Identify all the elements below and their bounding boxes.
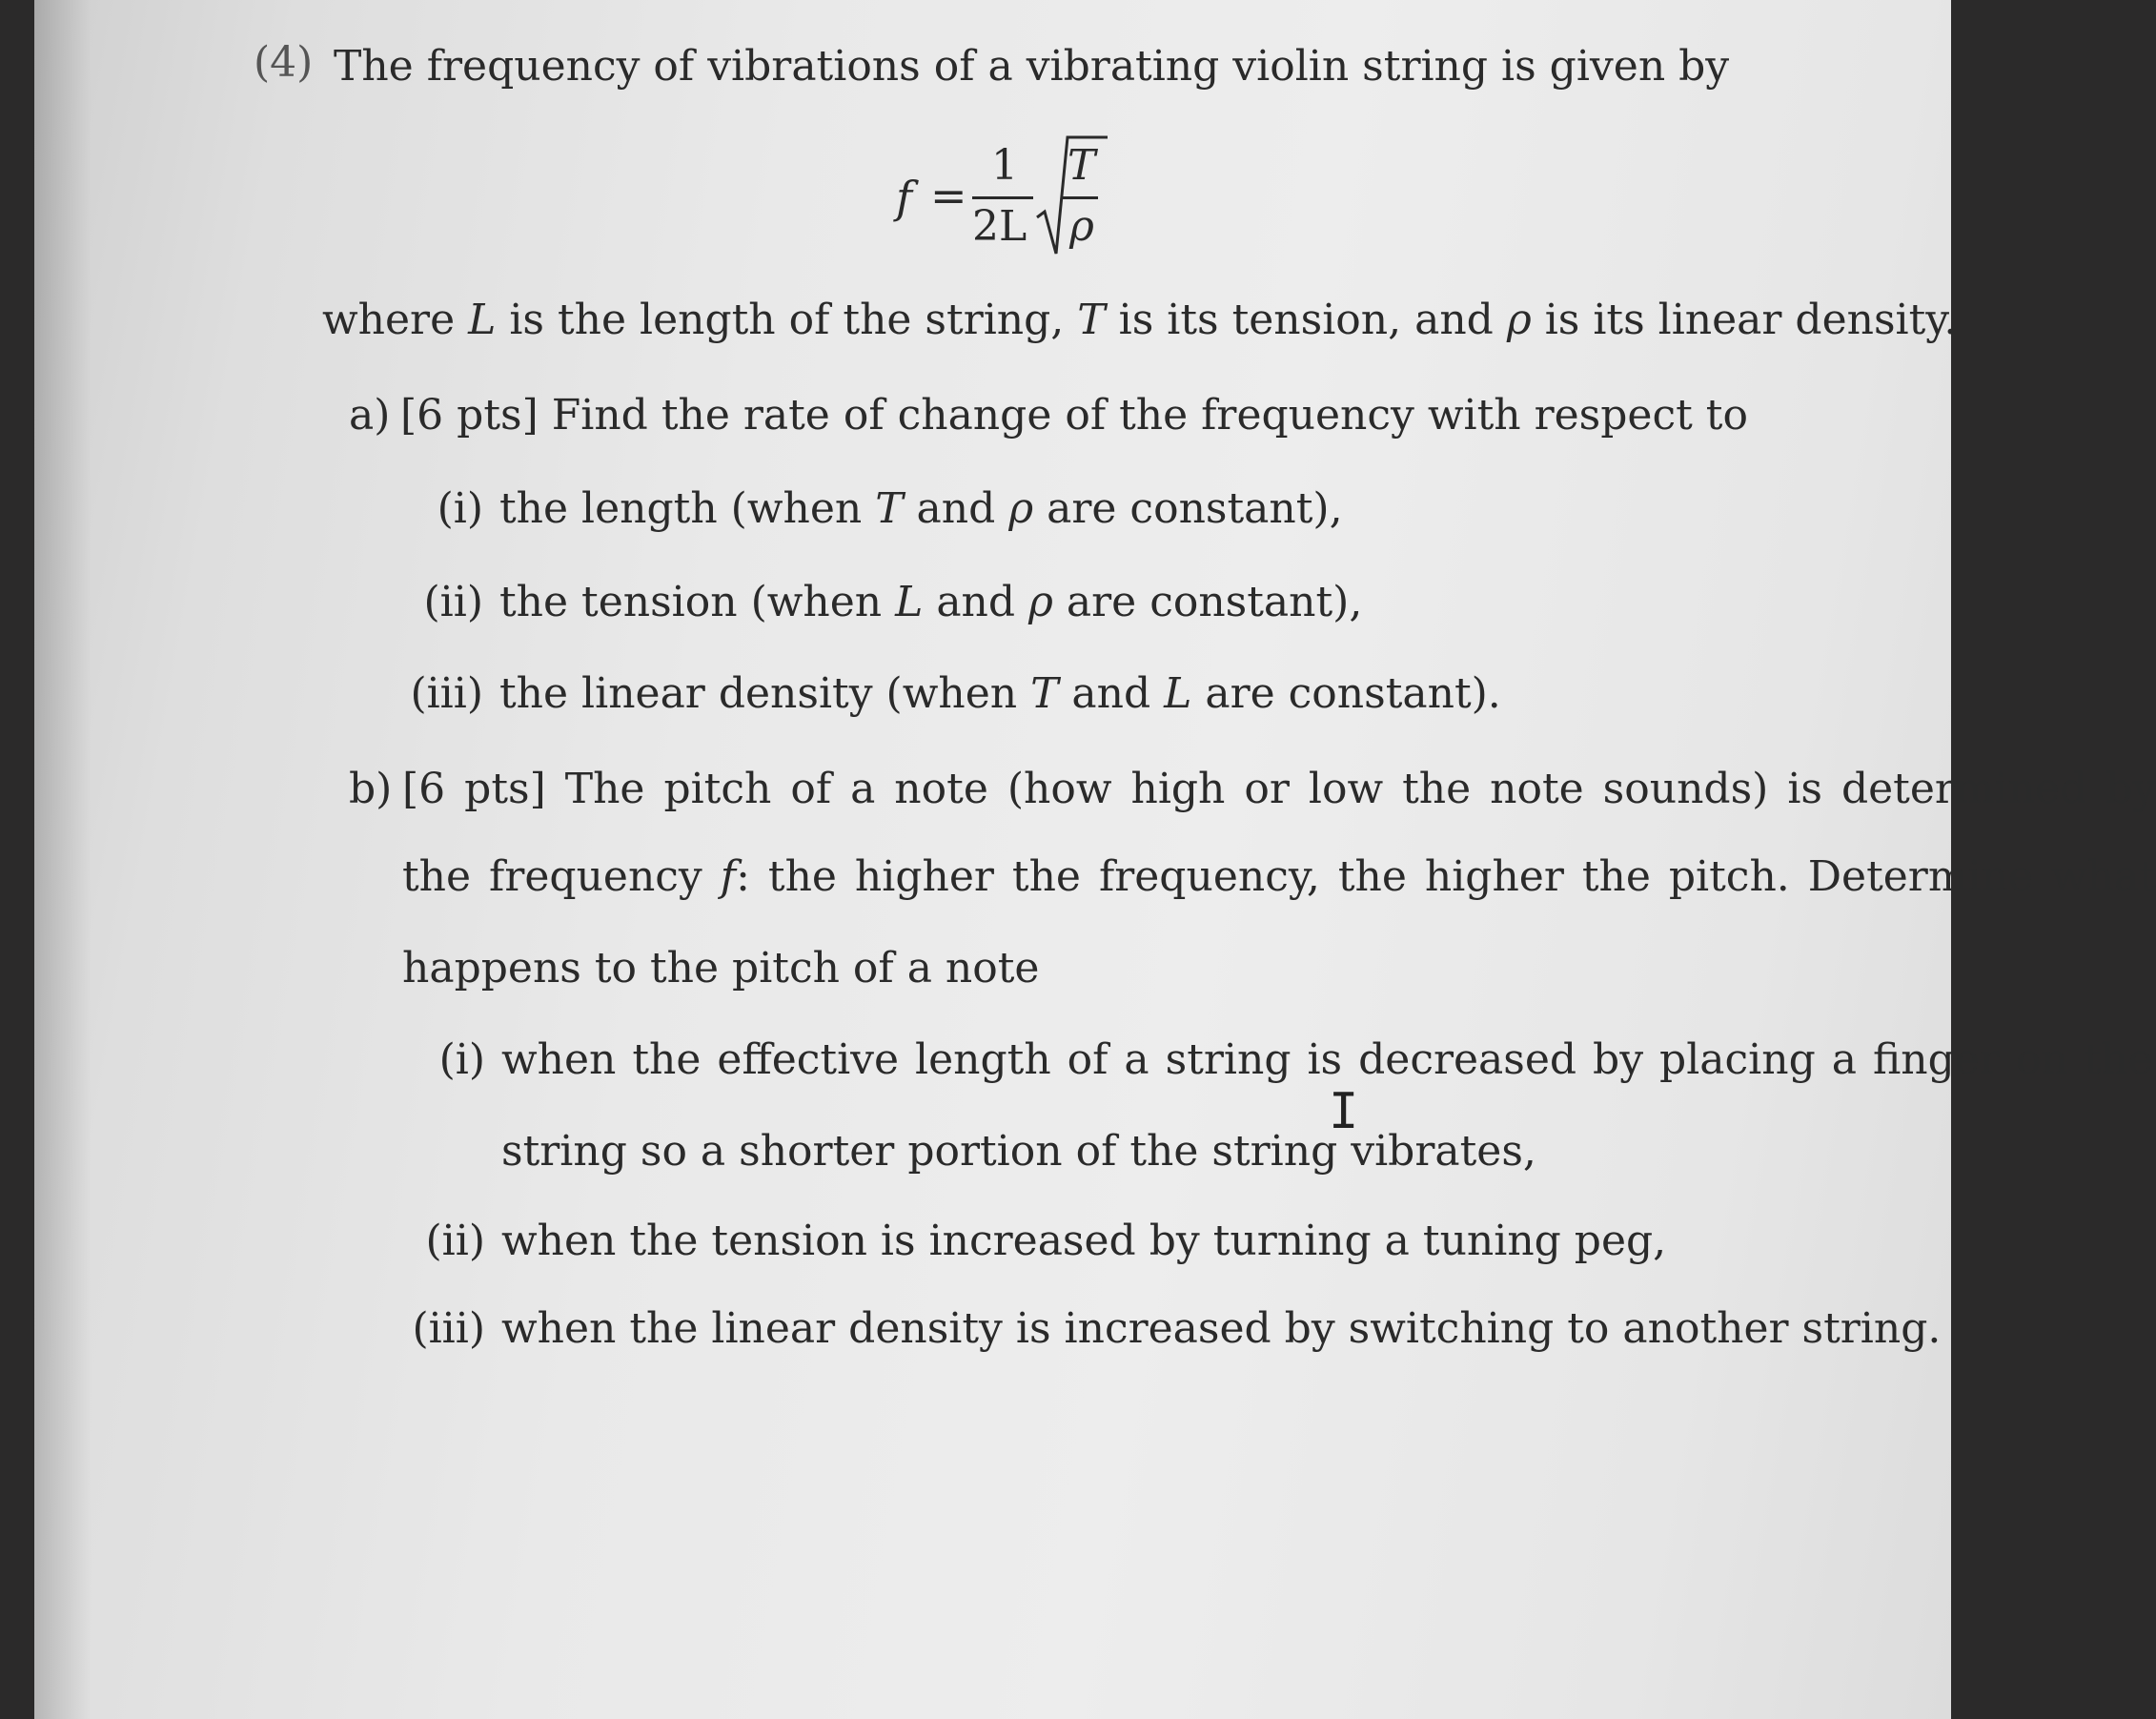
part-b-item-iii-line-1: when the linear density is increased by switching to another string. <box>501 1304 1942 1353</box>
where-text-3: is its tension, and <box>1105 296 1507 344</box>
problem-number: (4) <box>254 38 314 87</box>
where-text-2: is the length of the string, <box>496 296 1078 344</box>
formula-equals: = <box>930 170 967 221</box>
var-L: L <box>468 296 497 344</box>
formula-coef-denominator: 2L <box>972 202 1027 251</box>
part-a-item-i-label: (i) <box>437 484 483 533</box>
part-b-item-ii-line-1: when the tension is increased by turning a tuning peg, <box>501 1217 1667 1265</box>
formula-lhs: f <box>896 172 913 223</box>
formula-root-denominator: ρ <box>1069 202 1094 251</box>
part-a-label: a) <box>349 391 391 440</box>
formula-coef-numerator: 1 <box>991 141 1018 190</box>
part-a-item-iii: the linear density (when T and L are constant). <box>499 669 1501 718</box>
var-T: T <box>1077 296 1106 344</box>
part-b-item-ii-label: (ii) <box>425 1217 485 1265</box>
formula-root-fraction-bar <box>1062 196 1098 199</box>
frequency-formula <box>896 133 1125 257</box>
part-b-label: b) <box>349 765 393 813</box>
formula-fraction-bar <box>972 196 1033 199</box>
part-b-item-i-line-2: string so a shorter portion of the string vibrates, <box>501 1127 1536 1176</box>
part-a-item-i: the length (when T and ρ are constant), <box>499 484 1343 533</box>
where-definition <box>322 296 1958 344</box>
part-b-item-i-label: (i) <box>438 1035 485 1084</box>
problem-intro: The frequency of vibrations of a vibrating violin string is given by <box>334 42 1730 91</box>
part-a-item-ii-label: (ii) <box>423 578 483 626</box>
part-a-item-ii: the tension (when L and ρ are constant), <box>499 578 1363 626</box>
part-a-item-iii-label: (iii) <box>410 669 483 718</box>
part-b-item-i-line-1: when the effective length of a string is decreased by placing a finger on the <box>501 1035 2153 1084</box>
formula-root-numerator: T <box>1068 141 1096 190</box>
part-a-text: [6 pts] Find the rate of change of the frequency with respect to <box>400 391 1748 440</box>
where-text-1: where <box>322 296 469 344</box>
part-b-line-1: [6 pts] The pitch of a note (how high or low the note sounds) is determined by <box>402 765 2156 813</box>
part-b-line-3: happens to the pitch of a note <box>402 944 1040 993</box>
var-rho: ρ <box>1506 296 1532 344</box>
part-b-line-2: the frequency f: the higher the frequency, the higher the pitch. Determine what <box>402 852 2156 901</box>
part-b-item-iii-label: (iii) <box>412 1304 485 1353</box>
text-cursor-icon: I <box>1329 1083 1359 1140</box>
where-text-4: is its linear density. <box>1531 296 1958 344</box>
